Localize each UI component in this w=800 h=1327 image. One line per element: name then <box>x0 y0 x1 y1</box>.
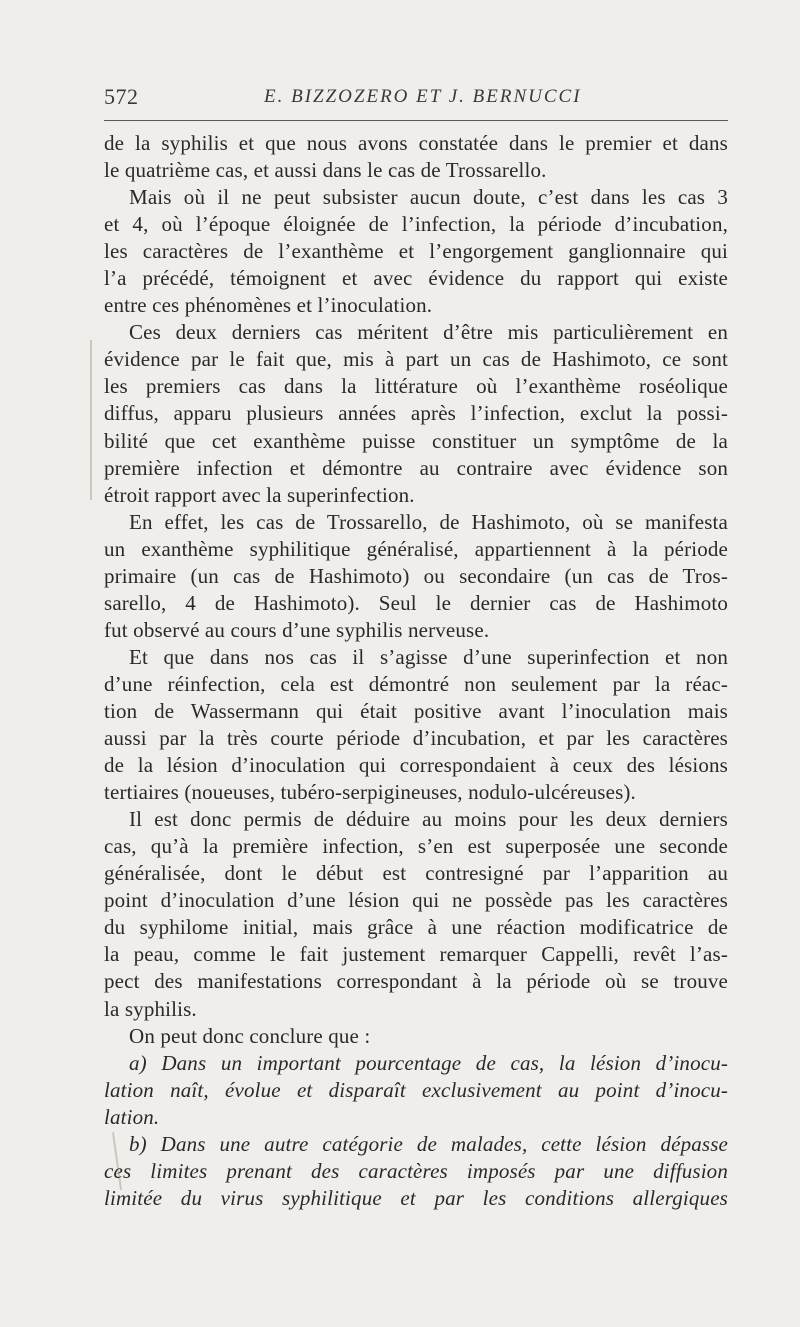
text-line: de la syphilis et que nous avons constatée dans le premier et dans <box>104 131 728 155</box>
text-line: le quatrième cas, et aussi dans le cas de Trossarello. <box>104 158 547 183</box>
text-line: les caractères de l’exanthème et l’engorgement ganglionnaire qui <box>104 239 728 264</box>
text-line: les premiers cas dans la littérature où l’exanthème roséolique <box>104 374 728 399</box>
text-line: diffus, apparu plusieurs années après l’infection, exclut la possi- <box>104 401 728 426</box>
text-line: tion de Wassermann qui était positive avant l’inoculation mais <box>104 698 728 723</box>
running-title: E. BIZZOZERO ET J. BERNUCCI <box>264 86 582 107</box>
text-line: En effet, les cas de Trossarello, de Hashimoto, où se manifesta <box>129 509 728 534</box>
text-line: ces limites prenant des caractères imposés par une diffusion <box>104 1158 728 1183</box>
text-line: b) Dans une autre catégorie de malades, cette lésion dépasse <box>129 1131 728 1156</box>
text-line: première infection et démontre au contraire avec évidence son <box>104 455 728 480</box>
text-line: aussi par la très courte période d’incubation, et par les caractères <box>104 726 728 751</box>
text-line: Et que dans nos cas il s’agisse d’une superinfection et non <box>129 644 728 669</box>
text-line: Il est donc permis de déduire au moins pour les deux derniers <box>129 807 728 832</box>
text-line: On peut donc conclure que : <box>129 1023 371 1048</box>
page-number: 572 <box>104 84 139 109</box>
text-line: fut observé au cours d’une syphilis nerveuse. <box>104 617 490 642</box>
text-line: sarello, 4 de Hashimoto). Seul le dernier cas de Hashimoto <box>104 590 728 615</box>
text-line: de la lésion d’inoculation qui correspondaient à ceux des lésions <box>104 753 728 778</box>
text-line: lation. <box>104 1104 160 1129</box>
text-line: cas, qu’à la première infection, s’en est superposée une seconde <box>104 834 728 859</box>
text-line: lation naît, évolue et disparaît exclusivement au point d’inocu- <box>104 1077 728 1102</box>
text-line: limitée du virus syphilitique et par les conditions allergiques <box>104 1185 728 1210</box>
text-line: du syphilome initial, mais grâce à une réaction modificatrice de <box>104 915 728 940</box>
text-line: tertiaires (noueuses, tubéro-serpigineuses, nodulo-ulcéreuses). <box>104 780 636 805</box>
text-line: et 4, où l’époque éloignée de l’infection, la période d’incubation, <box>104 212 728 237</box>
text-line: pect des manifestations correspondant à la période où se trouve <box>104 969 728 994</box>
text-line: l’a précédé, témoignent et avec évidence du rapport qui existe <box>104 266 728 291</box>
header-rule <box>104 120 728 121</box>
text-line: a) Dans un important pourcentage de cas, la lésion d’inocu- <box>129 1050 728 1075</box>
text-line: Mais où il ne peut subsister aucun doute, c’est dans les cas 3 <box>129 185 728 210</box>
text-line: bilité que cet exanthème puisse constituer un symptôme de la <box>104 428 728 453</box>
running-head <box>104 84 728 114</box>
text-line: point d’inoculation d’une lésion qui ne possède pas les caractères <box>104 888 728 913</box>
margin-pencil-mark <box>90 340 92 500</box>
text-line: la syphilis. <box>104 996 197 1021</box>
text-line: entre ces phénomènes et l’inoculation. <box>104 293 433 318</box>
text-line: un exanthème syphilitique généralisé, appartiennent à la période <box>104 536 728 561</box>
text-line: primaire (un cas de Hashimoto) ou secondaire (un cas de Tros- <box>104 563 728 588</box>
text-line: généralisée, dont le début est contresigné par l’apparition au <box>104 861 728 886</box>
text-line: d’une réinfection, cela est démontré non seulement par la réac- <box>104 671 728 696</box>
text-line: la peau, comme le fait justement remarquer Cappelli, revêt l’as- <box>104 942 728 967</box>
body-text <box>104 130 728 1212</box>
text-line: étroit rapport avec la superinfection. <box>104 482 415 507</box>
text-line: évidence par le fait que, mis à part un cas de Hashimoto, ce sont <box>104 347 728 372</box>
text-line: Ces deux derniers cas méritent d’être mis particulièrement en <box>129 320 728 345</box>
